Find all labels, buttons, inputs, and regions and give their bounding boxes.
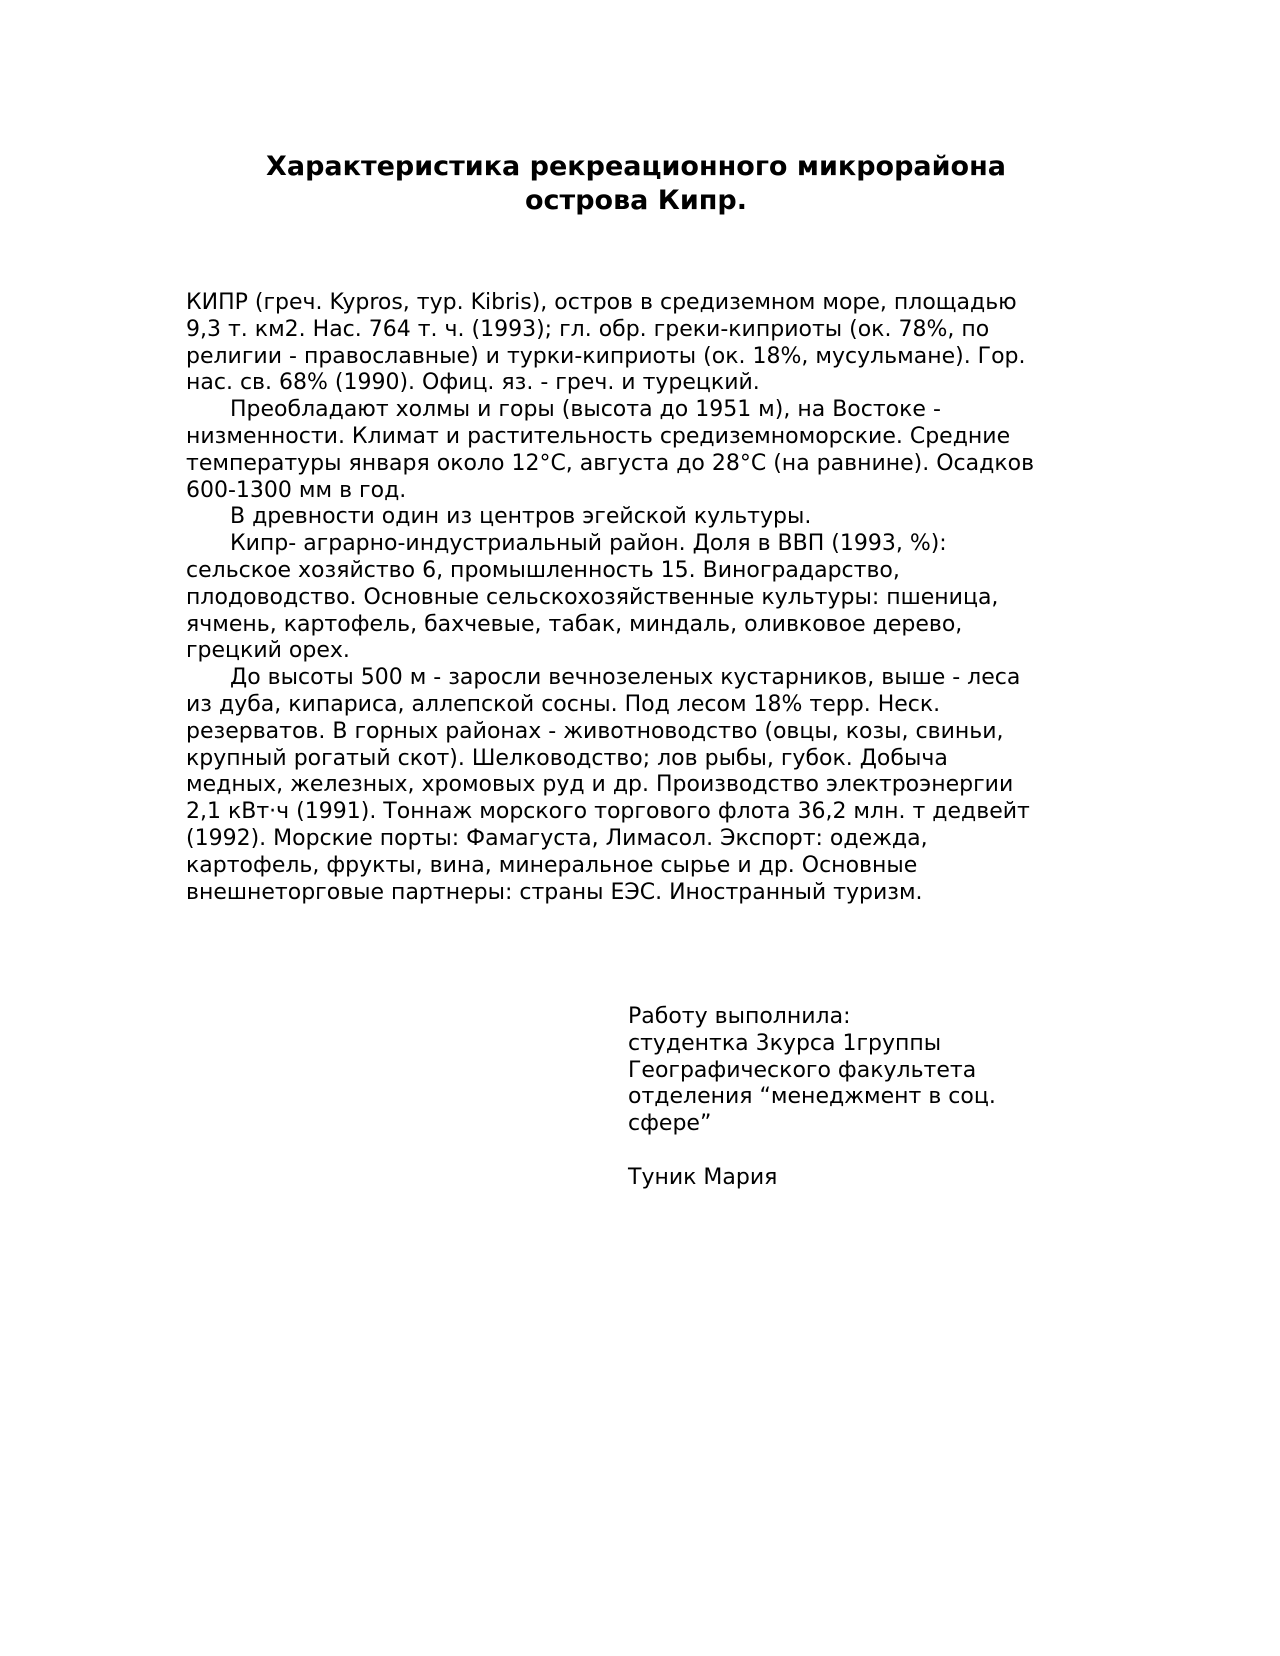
text-line: Преобладают холмы и горы (высота до 1951 м), на Востоке -: [230, 397, 941, 423]
text-line: крупный рогатый скот). Шелководство; лов рыбы, губок. Добыча: [186, 745, 948, 771]
signature-line: студентка 3курса 1группы: [628, 1030, 942, 1056]
signature-line: сфере”: [628, 1111, 712, 1137]
text-line: плодоводство. Основные сельскохозяйственные культуры: пшеница,: [186, 584, 999, 610]
text-line: картофель, фрукты, вина, минеральное сырье и др. Основные: [186, 852, 918, 878]
paragraph-nature-industry: [186, 665, 1086, 906]
signature-line: Работу выполнила:: [628, 1004, 851, 1029]
signature-block: [628, 1004, 1088, 1192]
title-line: острова Кипр.: [524, 185, 747, 216]
text-line: ячмень, картофель, бахчевые, табак, миндаль, оливковое дерево,: [186, 611, 963, 637]
text-line: грецкий орех.: [186, 638, 350, 664]
paragraph-relief-climate: [186, 397, 1086, 504]
text-line: В древности один из центров эгейской культуры.: [230, 504, 812, 530]
text-line: 600-1300 мм в год.: [186, 477, 407, 503]
text-line: сельское хозяйство 6, промышленность 15. Виноградарство,: [186, 557, 900, 583]
text-line: медных, железных, хромовых руд и др. Производство электроэнергии: [186, 772, 1014, 798]
author-name: Туник Мария: [628, 1164, 778, 1190]
text-line: религии - православные) и турки-киприоты (ок. 18%, мусульмане). Гор.: [186, 343, 1026, 369]
text-line: температуры января около 12°С, августа до 28°С (на равнине). Осадков: [186, 450, 1035, 476]
signature-spacer: [628, 1138, 1088, 1165]
text-line: (1992). Морские порты: Фамагуста, Лимасол. Экспорт: одежда,: [186, 825, 928, 851]
signature-line: отделения “менеджмент в соц.: [628, 1084, 996, 1110]
document-title: [186, 150, 1086, 218]
title-line: Характеристика рекреационного микрорайона: [266, 151, 1006, 182]
text-line: резерватов. В горных районах - животноводство (овцы, козы, свиньи,: [186, 718, 1004, 744]
text-line: КИПР (греч. Kypros, тур. Kibris), остров в средиземном море, площадью: [186, 290, 1017, 315]
text-line: Кипр- аграрно-индустриальный район. Доля в ВВП (1993, %):: [230, 531, 947, 557]
text-line: 9,3 т. км2. Нас. 764 т. ч. (1993); гл. обр. греки-киприоты (ок. 78%, по: [186, 316, 990, 342]
paragraph-history: [186, 504, 1086, 531]
text-line: 2,1 кВт·ч (1991). Тоннаж морского торгового флота 36,2 млн. т дедвейт: [186, 799, 1030, 825]
signature-line: Географического факультета: [628, 1057, 977, 1083]
document-body: [186, 290, 1086, 906]
text-line: из дуба, кипариса, аллепской сосны. Под лесом 18% терр. Неск.: [186, 691, 941, 717]
text-line: До высоты 500 м - заросли вечнозеленых кустарников, выше - леса: [230, 665, 1021, 691]
paragraph-economy: [186, 531, 1086, 665]
text-line: низменности. Климат и растительность средиземноморские. Средние: [186, 423, 1011, 449]
text-line: нас. св. 68% (1990). Офиц. яз. - греч. и турецкий.: [186, 370, 760, 396]
text-line: внешнеторговые партнеры: страны ЕЭС. Иностранный туризм.: [186, 879, 923, 905]
paragraph-intro: [186, 290, 1086, 397]
